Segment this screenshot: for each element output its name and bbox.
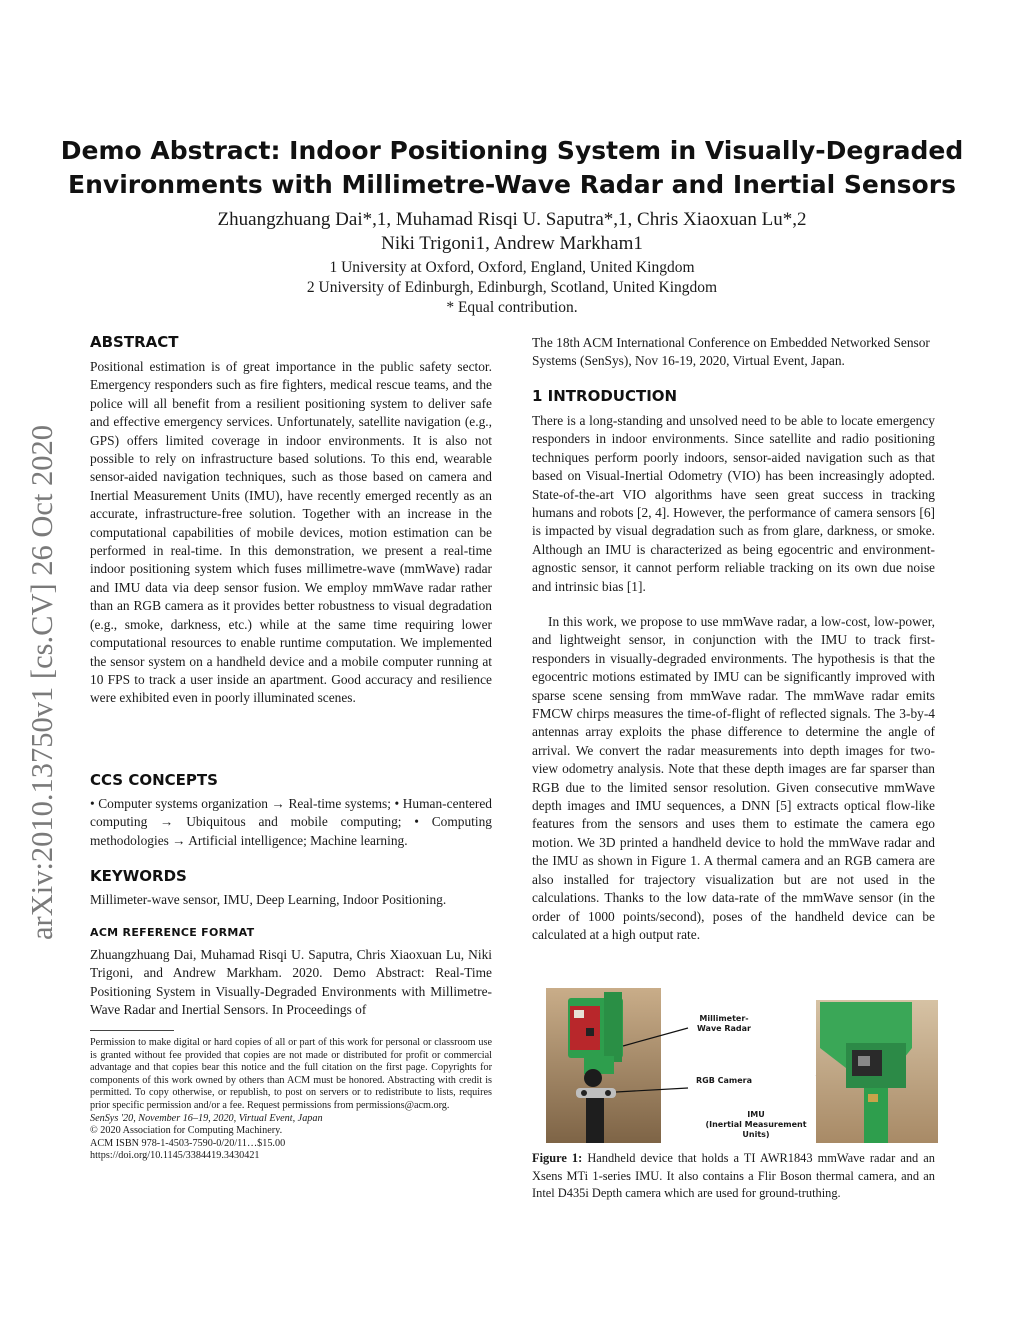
copyright-line: © 2020 Association for Computing Machinery. (90, 1125, 283, 1137)
handle (586, 1098, 604, 1143)
authors-line-1: Zhuangzhuang Dai*,1, Muhamad Risqi U. Saputra*,1, Chris Xiaoxuan Lu*,2 (217, 209, 807, 230)
equal-contribution-note: * Equal contribution. (446, 299, 578, 316)
thermal-camera-lens (584, 1069, 602, 1087)
affiliation-2: 2 University of Edinburgh, Edinburgh, Scotland, United Kingdom (306, 279, 718, 296)
figure-label-radar: Millimeter-Wave Radar (697, 1014, 751, 1033)
arxiv-identifier-stamp: arXiv:2010.13750v1 [cs.CV] 26 Oct 2020 (25, 424, 59, 940)
keywords-heading: KEYWORDS (90, 867, 187, 885)
title-line-2: Environments with Millimetre-Wave Radar and Inertial Sensors (68, 170, 956, 199)
authors-line-2: Niki Trigoni1, Andrew Markham1 (381, 233, 643, 254)
introduction-paragraph-2: In this work, we propose to use mmWave radar, a low-cost, low-power, and lightweight sensor, in conjunction with the IMU to track first-responders in visually-degraded environments. The hypothesis is that the egocentric motions estimated by IMU can be significantly improved with sparse scene sensing from mmWave radar. The mmWave radar emits FMCW chirps measures the time-of-flight of reflected signals. The 3-by-4 antennas array exploits the phase difference to determine the angle of arrival. We convert the radar measurements into depth images for two-view odometry analysis. Note that these depth images are far sparser than RGB due to the limited sensor resolution. Given consecutive mmWave depth images and IMU sequences, a DNN [5] extracts optical flow-like features from the sensors and uses them to estimate the camera ego motion. We 3D printed a handheld device to hold the mmWave radar and the IMU as shown in Figure 1. A thermal camera and an RGB camera are also installed for trajectory visualization but are not used in the calculations. Thanks to the low data-rate of the mmWave sensor (in the order of 1000 points/second), poses of the handheld device can be calculated at a high output rate. (532, 614, 935, 942)
title-line-1: Demo Abstract: Indoor Positioning System in Visually-Degraded (60, 136, 964, 165)
ccs-concepts-body: • Computer systems organization → Real-time systems; • Human-centered computing → Ubiquitous and mobile computing; • Computing methodologies → Artificial intelligence; Machine learning. (90, 796, 492, 848)
abstract-body: Positional estimation is of great importance in the public safety sector. Emergency responders such as fire fighters, medical rescue teams, and the police will all benefit from a resilient positioning system to deliver safe and effective emergency services. Unfortunately, satellite navigation (e.g., GPS) offers limited coverage in indoor environments. It is also not possible to rely on infrastructure based solutions. To this end, wearable sensor-aided navigation techniques, such as those based on camera and Inertial Measurement Units (IMU), have recently emerged recently as an accurate, infrastructure-free solution. Together with an increase in the computational capabilities of mobile devices, motion estimation can be performed in real-time. In this demonstration, we present a real-time indoor positioning system which fuses millimetre-wave (mmWave) radar and IMU data via deep sensor fusion. We employ mmWave radar rather than an RGB camera as it provides better robustness to visual degradation (e.g., smoke, darkness, etc.) while at the same time requiring lower computational resources to enable runtime computation. We implemented the sensor system on a handheld device and a mobile computer running at 10 FPS to track a user inside an apartment. Good accuracy and resilience were exhibited even in poorly illuminated scenes. (90, 359, 492, 706)
figure-label-imu (701, 1110, 811, 1140)
figure-1-caption (532, 1150, 935, 1203)
affiliations (100, 258, 924, 318)
figure-label-rgb-camera: RGB Camera (696, 1076, 752, 1085)
acm-reference-body: Zhuangzhuang Dai, Muhamad Risqi U. Saputra, Chris Xiaoxuan Lu, Niki Trigoni, and Andrew Markham. 2020. Demo Abstract: Real-Time Positioning System in Visually-Degraded Environments with Millimetre-Wave Radar and Inertial Sensors. In Proceedings of (90, 947, 492, 1018)
figure-1 (546, 988, 938, 1143)
keywords-body: Millimeter-wave sensor, IMU, Deep Learning, Indoor Positioning. (90, 892, 447, 907)
conference-note: The 18th ACM International Conference on Embedded Networked Sensor Systems (SenSys), Nov 16-19, 2020, Virtual Event, Japan. (532, 335, 930, 369)
venue-line: SenSys '20, November 16–19, 2020, Virtual Event, Japan (90, 1112, 323, 1124)
figure-label-imu-title: IMU (747, 1110, 765, 1119)
introduction-heading: 1 INTRODUCTION (532, 387, 678, 405)
permission-notice (90, 1037, 492, 1163)
figure-label-imu-subtitle: (Inertial Measurement Units) (705, 1120, 807, 1139)
footnote-divider (90, 1030, 174, 1031)
abstract-heading: ABSTRACT (90, 333, 179, 351)
doi-link[interactable]: https://doi.org/10.1145/3384419.3430421 (90, 1150, 260, 1162)
figure-caption-label: Figure 1: (532, 1151, 583, 1165)
ccs-concepts-heading: CCS CONCEPTS (90, 771, 218, 789)
introduction-paragraph-1: There is a long-standing and unsolved need to be able to locate emergency responders in indoor environments. Since satellite and radio positioning techniques perform poorly indoors, sensor-aided navigation such as that based on Visual-Inertial Odometry (VIO) has been increasingly adopted. State-of-the-art VIO algorithms have seen great success in tracking humans and robots [2, 4]. However, the performance of camera sensors [6] is impacted by visual degradation such as from glare, darkness, or smoke. Although an IMU is characterized as being egocentric and environment-agnostic sensor, it cannot perform reliable tracking on its own due noise and intrinsic bias [1]. (532, 413, 935, 594)
author-list (100, 208, 924, 256)
acm-reference-heading: ACM REFERENCE FORMAT (90, 926, 255, 939)
permission-text: Permission to make digital or hard copies of all or part of this work for personal or classroom use is granted without fee provided that copies are not made or distributed for profit or commercial advantage and that copies bear this notice and the full citation on the first page. Copyrights for components of this work owned by others than ACM must be honored. Abstracting with credit is permitted. To copy otherwise, or republish, to post on servers or to redistribute to lists, requires prior specific permission and/or a fee. Request permissions from permissions@acm.org. (90, 1037, 492, 1111)
paper-title (60, 134, 964, 202)
figure-caption-text: Handheld device that holds a TI AWR1843 mmWave radar and an Xsens MTi 1-series IMU. It also contains a Flir Boson thermal camera, and an Intel D435i Depth camera which are used for ground-truthing. (532, 1151, 936, 1200)
isbn-line: ACM ISBN 978-1-4503-7590-0/20/11…$15.00 (90, 1137, 286, 1149)
affiliation-1: 1 University at Oxford, Oxford, England, United Kingdom (329, 259, 695, 276)
